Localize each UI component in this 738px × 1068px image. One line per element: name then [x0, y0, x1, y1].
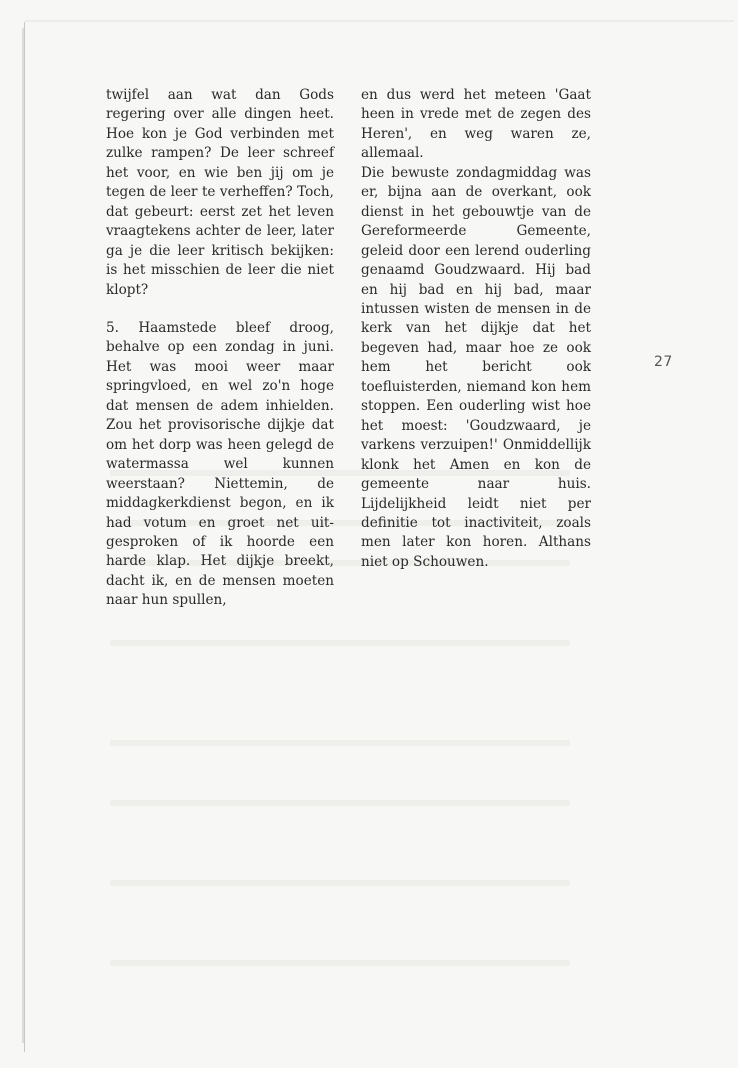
show-through-line — [110, 800, 570, 806]
show-through-line — [110, 640, 570, 646]
show-through-line — [110, 960, 570, 966]
right-text-column — [361, 86, 591, 572]
page-top-edge — [25, 20, 734, 22]
right-paragraph-2: Die bewuste zondagmiddag was er, bijna aan de overkant, ook dienst in het gebouwtje van de Gereformeerde Gemeente, geleid door een lerend ouderling genaamd Goudzwaard. Hij bad en hij bad en hij bad, maar intussen wisten de mensen in de kerk van het dijkje dat het begeven had, maar hoe ze ook hem het bericht ook toefluisterden, niemand kon hem stoppen. Een ouderling wist hoe het moest: 'Goudzwaard, je varkens verzuipen!' Onmiddellijk klonk het Amen en kon de gemeente naar huis. Lijdelijkheid leidt niet per definitie tot inactiviteit, zoals men later kon horen. Althans niet op Schouwen. — [361, 164, 591, 570]
show-through-line — [110, 740, 570, 746]
page-number: 27 — [654, 354, 673, 370]
right-paragraph-1: en dus werd het meteen 'Gaat heen in vrede met de zegen des Heren', en weg waren ze, allemaal. — [361, 87, 591, 162]
left-paragraph-2: 5. Haamstede bleef droog, behalve op een zondag in juni. Het was mooi weer maar springvloed, en wel zo'n hoge dat mensen de adem inhielden. Zou het provisorische dijkje dat om het dorp was heen gelegd de watermassa wel kunnen weerstaan? Niettemin, de middagkerkdienst begon, en ik had votum en groet net uitgesproken of ik hoorde een harde klap. Het dijkje breekt, dacht ik, en de mensen moeten naar hun spullen, — [106, 319, 334, 609]
paragraph-spacer — [106, 300, 334, 319]
book-spine-line — [24, 22, 25, 1052]
show-through-line — [110, 880, 570, 886]
left-paragraph-1: twijfel aan wat dan Gods regering over alle dingen heet. Hoe kon je God verbinden met zulke rampen? De leer schreef het voor, en wie ben jij om je tegen de leer te verheffen? Toch, dat gebeurt: eerst zet het leven vraagtekens achter de leer, later ga je die leer kritisch bekijken: is het misschien de leer die niet klopt? — [106, 87, 334, 298]
left-text-column — [106, 86, 334, 611]
